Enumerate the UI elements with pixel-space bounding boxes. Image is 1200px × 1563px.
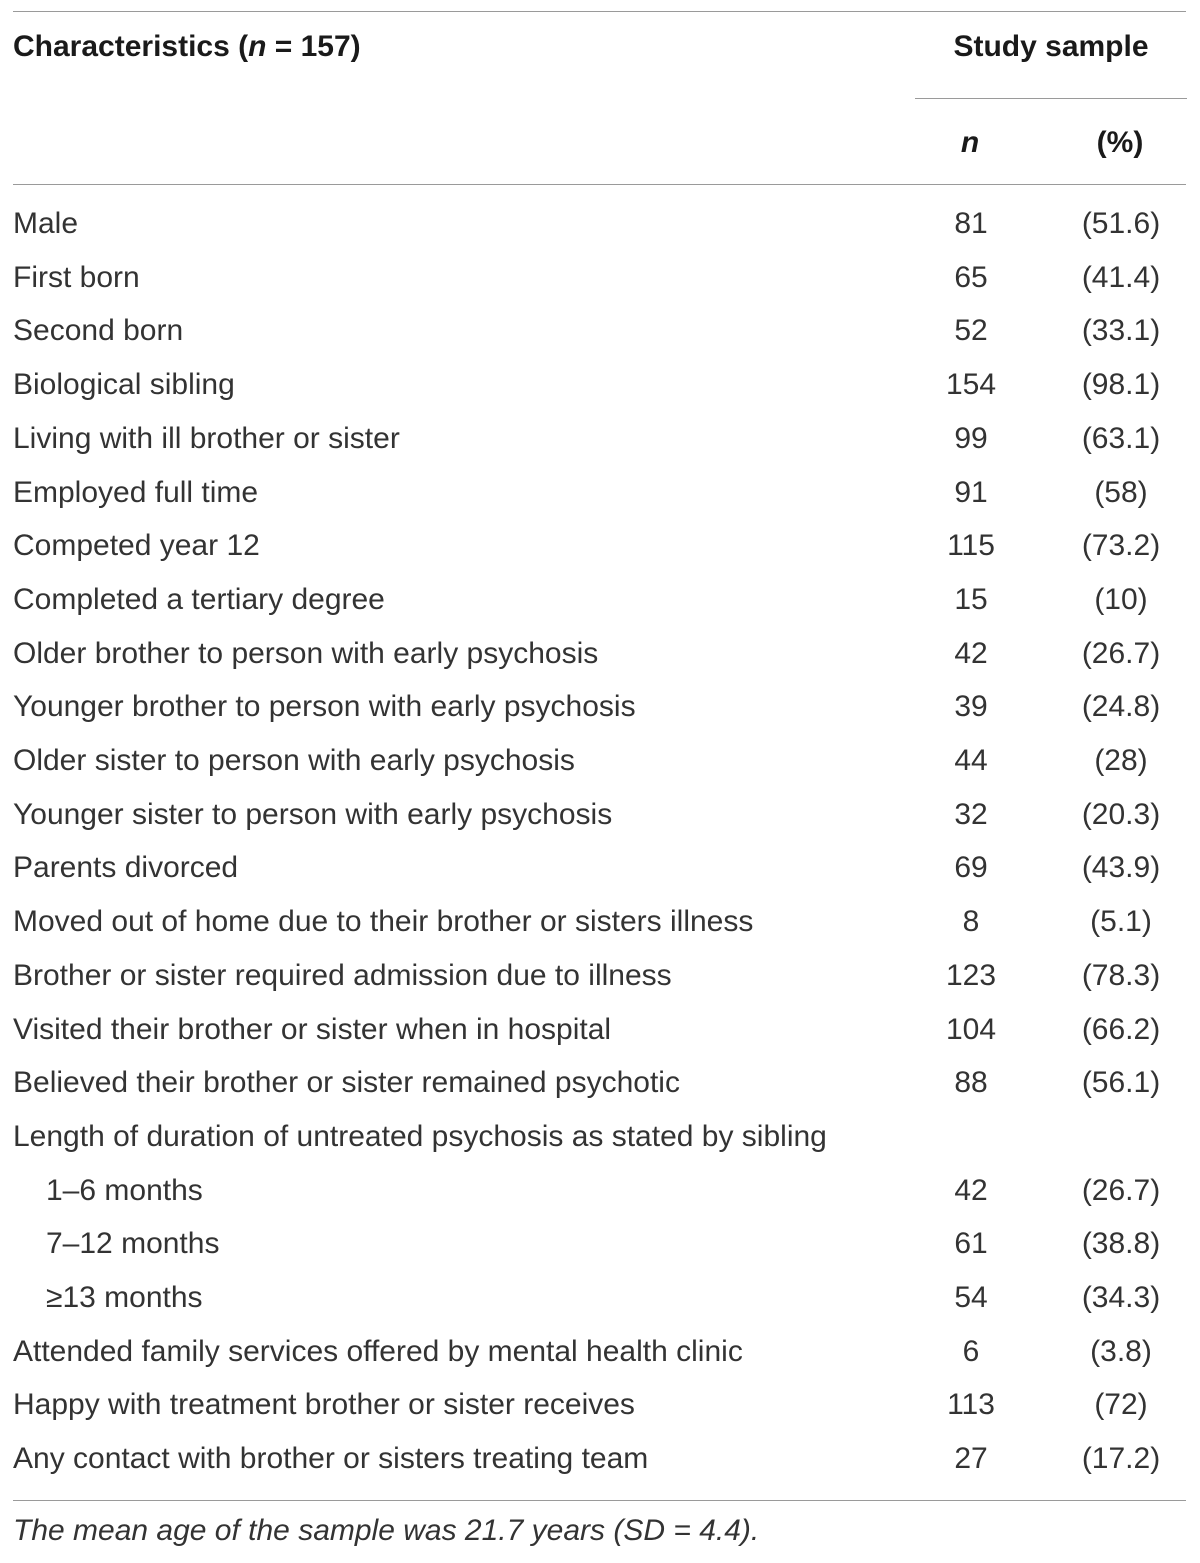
row-n-value: 44	[954, 744, 988, 777]
row-percent-value: (63.1)	[1081, 421, 1161, 455]
table-row	[0, 261, 1200, 315]
row-n-value: 91	[954, 475, 988, 509]
row-label: Living with ill brother or sister	[13, 421, 400, 455]
row-label: Attended family services offered by mental health clinic	[13, 1334, 743, 1368]
table-row	[0, 798, 1200, 852]
percent-column-header: (%)	[1096, 126, 1144, 159]
row-percent-value: (78.3)	[1081, 958, 1161, 992]
table-row	[0, 583, 1200, 637]
table-row	[0, 1120, 1200, 1174]
study-sample-rule	[915, 98, 1187, 99]
table-row	[0, 690, 1200, 744]
row-label: Employed full time	[13, 475, 259, 509]
row-label: ≥13 months	[46, 1281, 203, 1314]
characteristics-header-suffix: = 157)	[266, 30, 361, 63]
row-label: 1–6 months	[46, 1173, 203, 1207]
row-percent-value: (51.6)	[1081, 207, 1161, 240]
row-label: Older sister to person with early psychosis	[13, 744, 575, 777]
row-percent-value: (98.1)	[1081, 368, 1161, 402]
row-label: 7–12 months	[46, 1227, 220, 1261]
row-percent-value: (56.1)	[1081, 1066, 1161, 1100]
row-label: Moved out of home due to their brother or sisters illness	[13, 905, 754, 939]
row-n-value: 42	[954, 1173, 988, 1207]
table-row	[0, 422, 1200, 476]
table-row	[0, 529, 1200, 583]
row-n-value: 115	[947, 529, 995, 563]
row-label: Younger sister to person with early psychosis	[13, 797, 613, 831]
row-n-value: 42	[954, 636, 988, 670]
row-n-value: 6	[962, 1334, 980, 1368]
table-row	[0, 1066, 1200, 1120]
table-row	[0, 1174, 1200, 1228]
characteristics-header-prefix: Characteristics (	[13, 30, 249, 63]
study-sample-header: Study sample	[953, 30, 1149, 63]
row-percent-value: (58)	[1094, 475, 1148, 509]
row-label: Any contact with brother or sisters treating team	[13, 1442, 649, 1476]
row-n-value: 154	[945, 368, 997, 402]
table-row	[0, 959, 1200, 1013]
row-percent-value: (10)	[1094, 582, 1148, 616]
row-label: Parents divorced	[13, 851, 239, 885]
row-n-value: 123	[945, 958, 997, 992]
table-row	[0, 207, 1200, 261]
row-n-value: 61	[954, 1227, 988, 1261]
row-label: Second born	[13, 314, 184, 348]
row-n-value: 27	[954, 1442, 988, 1476]
row-n-value: 8	[962, 905, 980, 939]
row-percent-value: (3.8)	[1090, 1334, 1152, 1368]
characteristics-header	[13, 30, 361, 64]
row-label: Male	[13, 207, 79, 240]
table-row	[0, 1013, 1200, 1067]
characteristics-header-n: n	[248, 30, 267, 63]
row-percent-value: (72)	[1094, 1388, 1148, 1422]
row-label: Older brother to person with early psychosis	[13, 636, 599, 670]
row-label: Completed a tertiary degree	[13, 582, 385, 616]
table-row	[0, 905, 1200, 959]
table-row	[0, 1442, 1200, 1496]
table-row	[0, 1388, 1200, 1442]
table-row	[0, 1281, 1200, 1335]
table-row	[0, 314, 1200, 368]
row-percent-value: (28)	[1094, 744, 1148, 777]
row-percent-value: (34.3)	[1081, 1281, 1161, 1314]
row-label: Brother or sister required admission due to illness	[13, 958, 672, 992]
row-percent-value: (26.7)	[1081, 1173, 1161, 1207]
row-label: Believed their brother or sister remained psychotic	[13, 1066, 680, 1100]
row-percent-value: (38.8)	[1081, 1227, 1161, 1261]
row-n-value: 99	[954, 421, 988, 455]
row-n-value: 54	[954, 1281, 988, 1314]
row-n-value: 81	[954, 207, 988, 240]
row-label: Happy with treatment brother or sister receives	[13, 1388, 635, 1422]
row-n-value: 15	[954, 582, 988, 616]
row-percent-value: (5.1)	[1090, 905, 1152, 939]
row-label: Competed year 12	[13, 529, 260, 563]
table-row	[0, 368, 1200, 422]
top-rule	[13, 11, 1186, 12]
row-percent-value: (73.2)	[1081, 529, 1161, 563]
row-n-value: 39	[954, 690, 988, 724]
n-column-header: n	[960, 126, 980, 159]
row-percent-value: (66.2)	[1081, 1012, 1161, 1046]
table-row	[0, 1335, 1200, 1389]
row-label: Length of duration of untreated psychosis as stated by sibling	[13, 1119, 827, 1153]
row-n-value: 88	[954, 1066, 988, 1100]
row-n-value: 69	[954, 851, 988, 885]
row-n-value: 52	[954, 314, 988, 348]
row-percent-value: (33.1)	[1081, 314, 1161, 348]
row-percent-value: (17.2)	[1081, 1442, 1161, 1476]
row-n-value: 65	[954, 260, 988, 294]
row-percent-value: (20.3)	[1081, 797, 1161, 831]
row-label: Biological sibling	[13, 368, 235, 402]
table-row	[0, 476, 1200, 530]
row-n-value: 32	[954, 797, 988, 831]
row-percent-value: (26.7)	[1081, 636, 1161, 670]
header-bottom-rule	[13, 184, 1186, 185]
table-row	[0, 744, 1200, 798]
table-row	[0, 1227, 1200, 1281]
bottom-rule	[13, 1500, 1186, 1501]
row-percent-value: (41.4)	[1081, 260, 1161, 294]
table-footnote: The mean age of the sample was 21.7 years (SD = 4.4).	[13, 1514, 760, 1547]
row-label: First born	[13, 260, 140, 294]
row-n-value: 104	[945, 1012, 997, 1046]
row-percent-value: (24.8)	[1081, 690, 1161, 724]
row-label: Visited their brother or sister when in hospital	[13, 1012, 612, 1046]
row-percent-value: (43.9)	[1081, 851, 1161, 885]
table-row	[0, 851, 1200, 905]
row-n-value: 113	[947, 1388, 995, 1422]
table-row	[0, 637, 1200, 691]
row-label: Younger brother to person with early psychosis	[13, 690, 636, 724]
